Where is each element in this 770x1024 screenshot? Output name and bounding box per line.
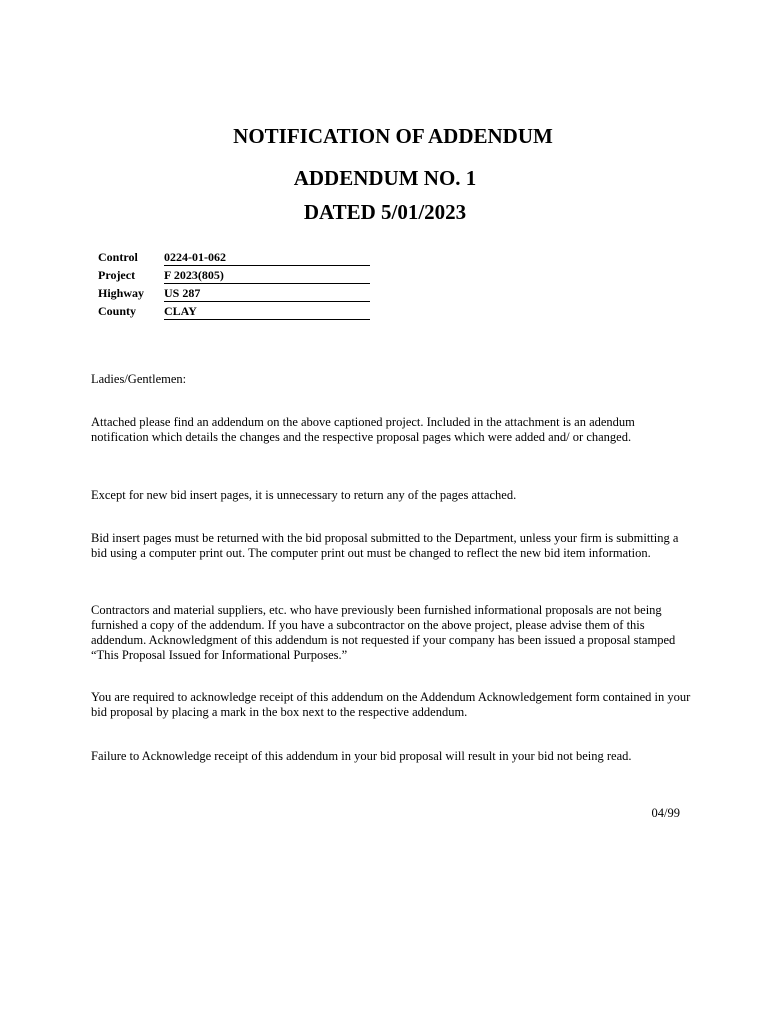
document-title: NOTIFICATION OF ADDENDUM xyxy=(233,124,553,148)
paragraph-bid-insert: Bid insert pages must be returned with the bid proposal submitted to the Department, unless your firm is submitting a bid using a computer print out. The computer print out must be changed to reflect the new bid item information. xyxy=(91,531,679,560)
county-value: CLAY xyxy=(164,304,370,320)
control-value: 0224-01-062 xyxy=(164,250,370,266)
addendum-number: ADDENDUM NO. 1 xyxy=(293,166,477,190)
salutation: Ladies/Gentlemen: xyxy=(91,372,187,386)
control-label: Control xyxy=(98,250,138,264)
paragraph-failure: Failure to Acknowledge receipt of this addendum in your bid proposal will result in your bid not being read. xyxy=(91,749,632,763)
project-value: F 2023(805) xyxy=(164,268,370,284)
project-label: Project xyxy=(98,268,136,282)
paragraph-return-pages: Except for new bid insert pages, it is unnecessary to return any of the pages attached. xyxy=(91,488,517,502)
highway-label: Highway xyxy=(98,286,145,300)
paragraph-attachment: Attached please find an addendum on the above captioned project. Included in the attachment is an adendum notification which details the changes and the respective proposal pages which were added and/ or changed. xyxy=(91,415,635,444)
paragraph-acknowledge: You are required to acknowledge receipt of this addendum on the Addendum Acknowledgement form contained in your bid proposal by placing a mark in the box next to the respective addendum. xyxy=(91,690,691,719)
form-code: 04/99 xyxy=(651,806,680,820)
addendum-date: DATED 5/01/2023 xyxy=(303,200,467,224)
county-label: County xyxy=(98,304,137,318)
highway-value: US 287 xyxy=(164,286,370,302)
paragraph-informational: Contractors and material suppliers, etc. who have previously been furnished informational proposals are not being furnished a copy of the addendum. If you have a subcontractor on the above project, please advise them of this addendum. Acknowledgment of this addendum is not requested if your company has been issued a proposal stamped “This Proposal Issued for Informational Purposes.” xyxy=(91,603,676,662)
